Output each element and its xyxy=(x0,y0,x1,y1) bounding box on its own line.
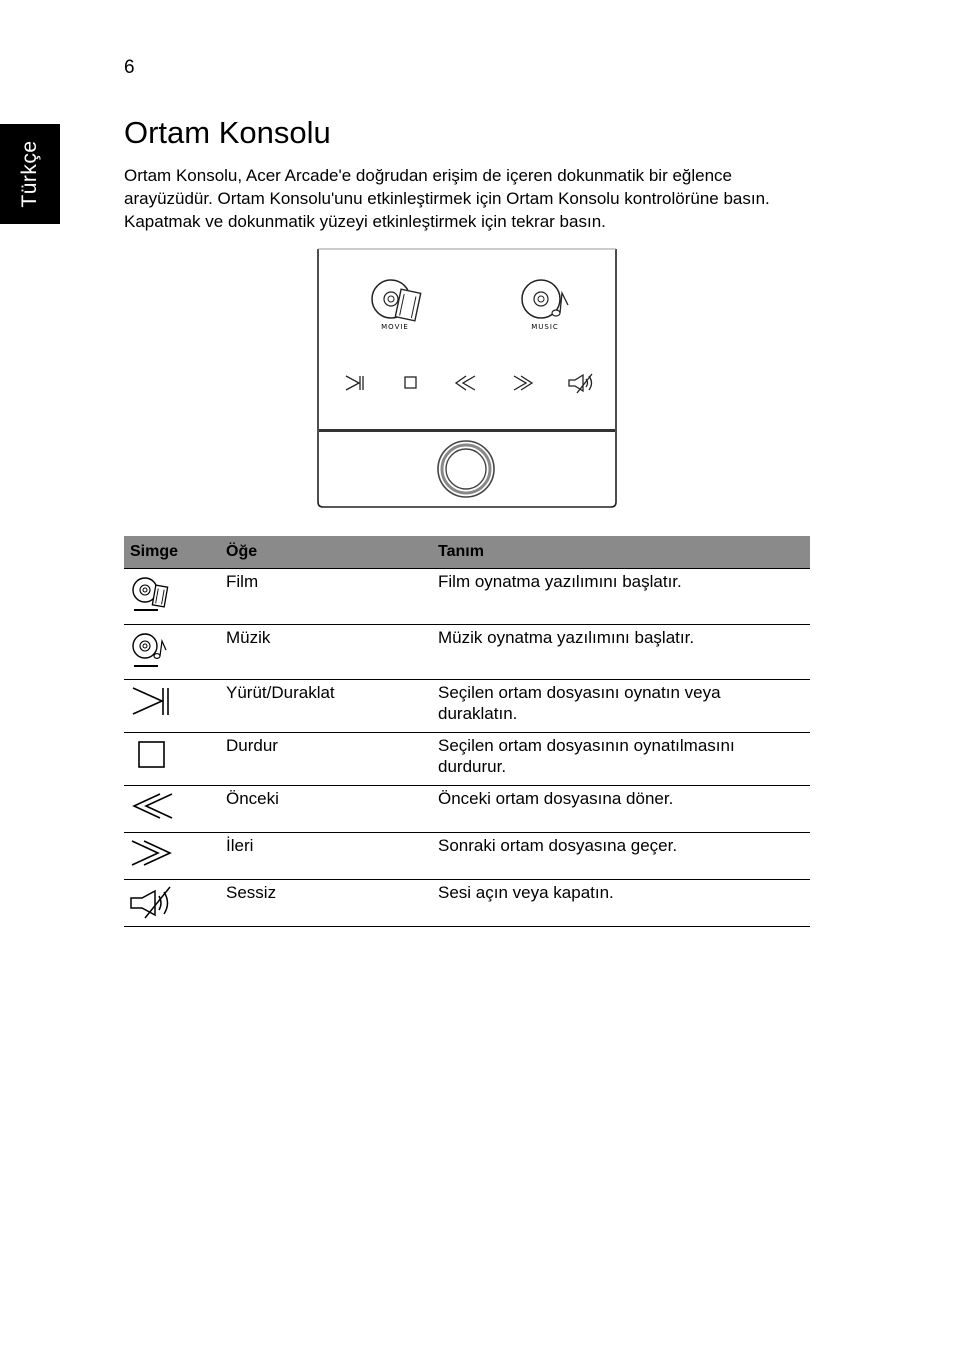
item-muzik: Müzik xyxy=(220,625,432,680)
next-icon xyxy=(128,837,176,873)
desc-durdur: Seçilen ortam dosyasının oynatılmasını durdurur. xyxy=(432,733,810,786)
music-icon xyxy=(128,629,172,673)
desc-sessiz: Sesi açın veya kapatın. xyxy=(432,880,810,927)
media-console-illustration xyxy=(315,247,619,512)
console-previous-icon xyxy=(456,376,475,390)
console-stop-icon xyxy=(405,377,416,388)
table-row xyxy=(124,625,810,680)
item-sessiz: Sessiz xyxy=(220,880,432,927)
table-row xyxy=(124,680,810,733)
mute-icon xyxy=(128,884,176,922)
console-next-icon xyxy=(514,376,532,390)
music-icon xyxy=(522,280,568,318)
stop-icon xyxy=(128,737,172,777)
movie-icon xyxy=(128,573,172,617)
language-tab xyxy=(0,124,60,224)
table-header-row xyxy=(124,536,810,569)
console-power-ring xyxy=(438,441,494,497)
item-ileri: İleri xyxy=(220,833,432,880)
desc-ileri: Sonraki ortam dosyasına geçer. xyxy=(432,833,810,880)
desc-film: Film oynatma yazılımını başlatır. xyxy=(432,569,810,625)
desc-muzik: Müzik oynatma yazılımını başlatır. xyxy=(432,625,810,680)
desc-yurut-duraklat: Seçilen ortam dosyasını oynatın veya duraklatın. xyxy=(432,680,810,733)
page-number: 6 xyxy=(124,57,135,78)
item-onceki: Önceki xyxy=(220,786,432,833)
table-row xyxy=(124,880,810,927)
console-play-pause-icon xyxy=(346,376,363,390)
table-row xyxy=(124,786,810,833)
movie-label: MOVIE xyxy=(381,323,409,331)
console-drawing xyxy=(315,247,619,512)
console-mute-icon xyxy=(569,374,592,393)
item-yurut-duraklat: Yürüt/Duraklat xyxy=(220,680,432,733)
intro-paragraph: Ortam Konsolu, Acer Arcade'e doğrudan erişim de içeren dokunmatik bir eğlence arayüzüdür. Ortam Konsolu'unu etkinleştirmek için Ortam Konsolu kontrolörüne basın. Kapatmak ve dokunmatik yüzeyi etkinleştirmek için tekrar basın. xyxy=(124,166,770,231)
table-row xyxy=(124,569,810,625)
music-label: MUSIC xyxy=(531,323,559,331)
previous-icon xyxy=(128,790,176,826)
table-row xyxy=(124,833,810,880)
header-tanim: Tanım xyxy=(432,536,810,569)
language-tab-label: Türkçe xyxy=(18,140,41,208)
section-title: Ortam Konsolu xyxy=(124,115,331,150)
header-oge: Öğe xyxy=(220,536,432,569)
table-row xyxy=(124,733,810,786)
movie-icon xyxy=(372,280,421,321)
item-film: Film xyxy=(220,569,432,625)
play-pause-icon xyxy=(128,684,172,724)
icon-table xyxy=(124,536,810,927)
console-divider xyxy=(319,429,615,432)
desc-onceki: Önceki ortam dosyasına döner. xyxy=(432,786,810,833)
item-durdur: Durdur xyxy=(220,733,432,786)
header-simge: Simge xyxy=(124,536,220,569)
